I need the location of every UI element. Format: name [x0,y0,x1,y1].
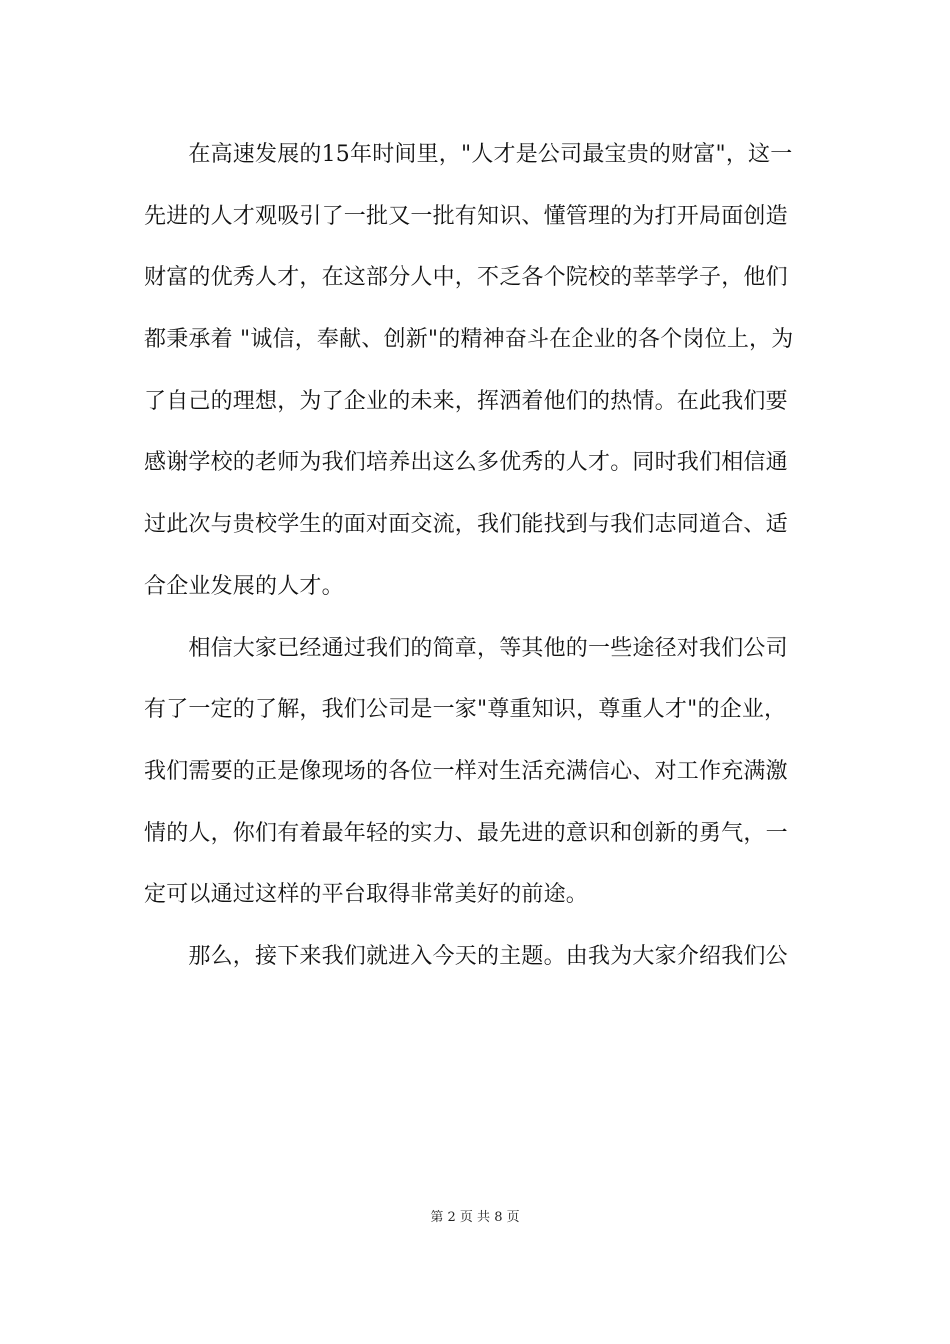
text-line: 合企业发展的人才。 [144,573,344,599]
text-line: 过此次与贵校学生的面对面交流，我们能找到与我们志同道合、适 [144,512,788,538]
text-line: 我们需要的正是像现场的各位一样对生活充满信心、对工作充满激 [144,758,788,784]
text-line: 了自己的理想，为了企业的未来，挥洒着他们的热情。在此我们要 [144,388,788,414]
text-line: 都秉承着 "诚信，奉献、创新"的精神奋斗在企业的各个岗位上，为 [144,327,794,353]
text-line: 在高速发展的15年时间里，"人才是公司最宝贵的财富"，这一 [144,142,793,167]
text-line: 财富的优秀人才，在这部分人中，不乏各个院校的莘莘学子，他们 [144,265,788,291]
text-line: 有了一定的了解，我们公司是一家"尊重知识，尊重人才"的企业， [144,697,787,723]
text-line: 感谢学校的老师为我们培养出这么多优秀的人才。同时我们相信通 [144,450,788,476]
text-line: 情的人，你们有着最年轻的实力、最先进的意识和创新的勇气，一 [144,820,788,846]
page-number-footer: 第 2 页 共 8 页 [430,1210,520,1225]
document-body [144,130,806,994]
text-line: 先进的人才观吸引了一批又一批有知识、懂管理的为打开局面创造 [144,203,788,229]
text-line: 相信大家已经通过我们的简章，等其他的一些途径对我们公司 [144,635,788,661]
text-line: 定可以通过这样的平台取得非常美好的前途。 [144,882,589,908]
text-line: 那么，接下来我们就进入今天的主题。由我为大家介绍我们公 [144,943,788,969]
